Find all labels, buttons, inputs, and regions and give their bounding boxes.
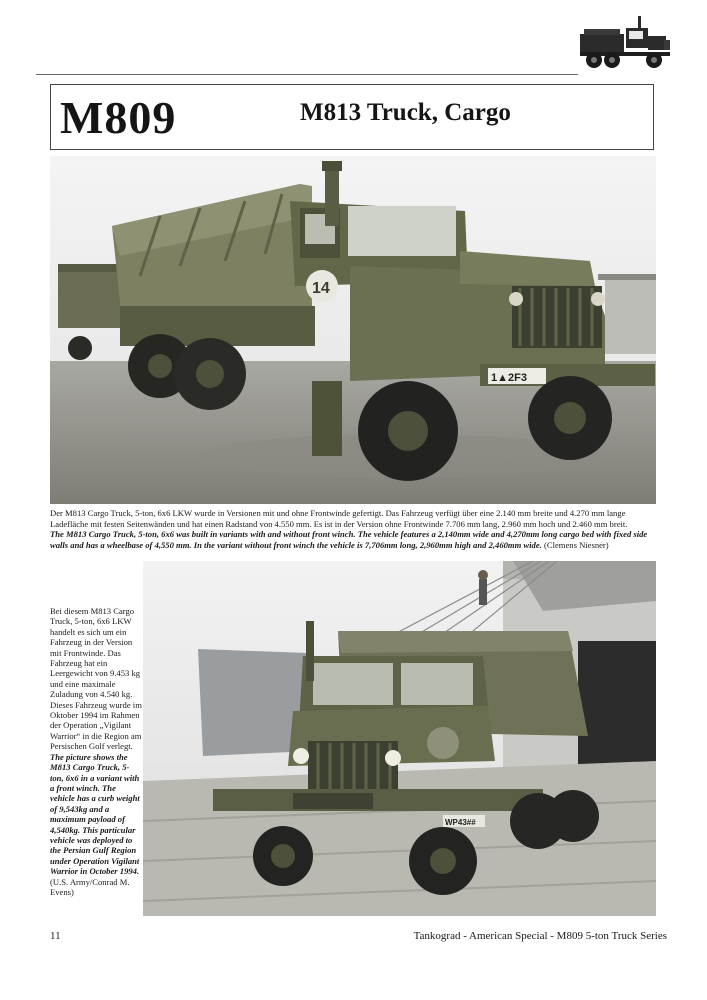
photo-credit: (U.S. Army/Conrad M. Evens) <box>50 876 130 897</box>
caption-german: Der M813 Cargo Truck, 5-ton, 6x6 LKW wurde in Versionen mit und ohne Frontwinde gefertigt. Das Fahrzeug verfügt über eine 2.140 mm breite und 4.270 mm lange Ladefläche mit festen Seitenwänden und hat einen Radstand von 4.550 mm. Es ist in der Version ohne Frontwinde 7.706 mm lang, 2.960 mm hoch und 2.460 mm breit. <box>50 508 628 529</box>
series-code: M809 <box>60 92 177 143</box>
truck-silhouette-icon <box>578 14 674 72</box>
page-number: 11 <box>50 930 61 942</box>
caption-english: The M813 Cargo Truck, 5-ton, 6x6 was built in variants with and without front winch. The vehicle features a 2,140mm wide and 4,270mm long cargo bed with fixed side walls and has a wheelbase of 4,550 mm. In the variant without front winch the vehicle is 7,706mm long, 2,960mm high and 2,460mm wide. <box>50 529 648 550</box>
svg-text:WP43##: WP43## <box>445 818 476 827</box>
m813-cargo-truck-front-winch-photo <box>143 561 656 916</box>
svg-text:14: 14 <box>312 280 330 297</box>
svg-text:1▲2F3: 1▲2F3 <box>491 372 527 384</box>
caption-photo1 <box>50 508 660 550</box>
photo-credit: (Clemens Niesner) <box>543 539 609 550</box>
page-title: M813 Truck, Cargo <box>300 99 511 126</box>
caption-english: The picture shows the M813 Cargo Truck, 5-ton, 6x6 in a variant with a front winch. The vehicle has a curb weight of 9,543kg and a maximum payload of 4,540kg. This particular vehicle was deployed to the Persian Gulf Region under Operation Vigilant Warrior in October 1994. <box>50 751 140 877</box>
caption-german: Bei diesem M813 Cargo Truck, 5-ton, 6x6 LKW handelt es sich um ein Fahrzeug in der Version mit Frontwinde. Das Fahrzeug hat ein Leergewicht von 9.453 kg und eine maximale Zuladung von 4.540 kg. Dieses Fahrzeug wurde im Oktober 1994 im Rahmen der Operation „Vigilant Warrior“ in die Region am Persischen Golf verlegt. <box>50 606 142 752</box>
publication-footer: Tankograd - American Special - M809 5-ton Truck Series <box>413 930 667 942</box>
caption-photo2 <box>50 606 142 897</box>
header-rule <box>36 74 578 75</box>
m813-cargo-truck-photo <box>50 156 656 504</box>
